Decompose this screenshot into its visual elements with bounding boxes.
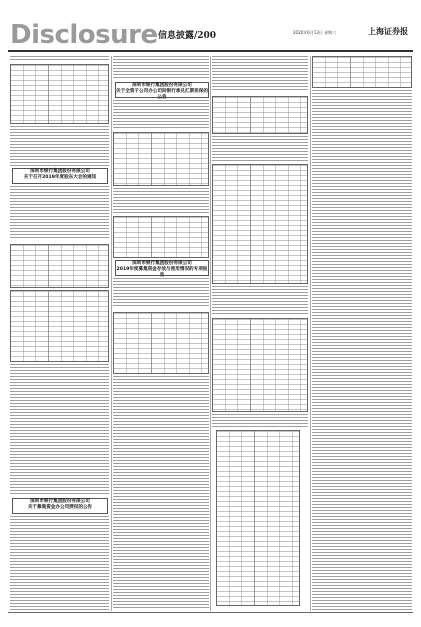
body-text xyxy=(10,126,109,166)
notice-header-1 xyxy=(12,168,108,184)
bottom-rule xyxy=(8,612,413,613)
body-text xyxy=(212,56,308,92)
body-text xyxy=(10,186,109,240)
body-text xyxy=(113,376,209,610)
column-divider xyxy=(111,56,112,611)
body-text xyxy=(212,286,308,314)
brand-wordmark: Disclosure xyxy=(10,20,158,50)
section-label: 信息披露/200 xyxy=(158,31,217,41)
notice-title: 关于全资子公司办公司间银行承兑汇票担保的公告 xyxy=(116,89,208,100)
notice-company: 深圳市银行集团股份有限公司 xyxy=(30,499,90,504)
data-table xyxy=(10,64,109,124)
body-text xyxy=(113,278,209,308)
notice-header-4 xyxy=(12,498,108,514)
data-table xyxy=(212,164,308,284)
column-divider xyxy=(210,56,211,611)
data-table xyxy=(212,96,308,134)
data-table xyxy=(113,132,209,186)
data-table xyxy=(10,290,109,362)
body-text xyxy=(10,516,109,610)
notice-company: 深圳市银行集团股份有限公司 xyxy=(132,261,192,266)
issue-date: 2020年6月13日 星期六 xyxy=(293,30,337,35)
notice-title: 关于募集资金办公司授权的公告 xyxy=(27,505,93,510)
data-table xyxy=(113,312,209,374)
data-table xyxy=(10,244,109,288)
notice-title: 关于召开2019年度股东大会的通知 xyxy=(23,175,97,180)
body-text xyxy=(113,188,209,214)
notice-title: 2019年度募集资金存放与使用情况的专项报告 xyxy=(116,267,208,278)
column-divider xyxy=(310,56,311,611)
data-table xyxy=(312,56,412,88)
notice-company: 深圳市银行集团股份有限公司 xyxy=(30,169,90,174)
notice-header-3 xyxy=(115,260,209,276)
data-table xyxy=(113,216,209,258)
data-table xyxy=(216,430,300,606)
body-text xyxy=(10,56,109,62)
masthead xyxy=(8,20,413,52)
body-text xyxy=(10,364,109,494)
newspaper-logo: 上海证券报 xyxy=(368,26,408,36)
body-text xyxy=(212,136,308,162)
body-text xyxy=(113,100,209,128)
data-table xyxy=(212,318,308,412)
body-text xyxy=(212,414,308,428)
body-text xyxy=(113,56,209,80)
body-text xyxy=(312,90,412,610)
notice-company: 深圳市银行集团股份有限公司 xyxy=(132,83,192,88)
notice-header-2 xyxy=(115,82,209,98)
